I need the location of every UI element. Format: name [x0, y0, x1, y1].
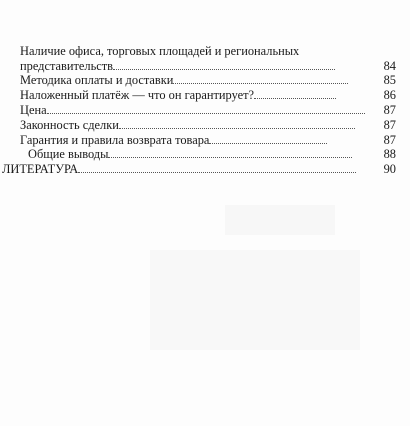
toc-entry-title: ЛИТЕРАТУРА [2, 162, 356, 176]
toc-entry-title: Наличие офиса, торговых площадей и региональных [20, 44, 300, 58]
toc-entry-title: Общие выводы [28, 147, 352, 161]
toc-page-number: 87 [383, 118, 396, 132]
toc-entry-title: представительств [20, 59, 335, 73]
toc-page-number: 90 [383, 162, 396, 176]
toc-entry-title: Наложенный платёж — что он гарантирует? [20, 88, 336, 102]
leader-dots [254, 89, 336, 99]
toc-entry-title: Законность сделки [20, 118, 355, 132]
leader-dots [209, 134, 327, 144]
toc-entry-title: Методика оплаты и доставки [20, 73, 348, 87]
toc-page-number: 86 [383, 88, 396, 102]
toc-page-number: 85 [383, 73, 396, 87]
leader-dots [78, 163, 356, 173]
toc-entry-title: Цена [20, 103, 365, 117]
leader-dots [173, 74, 348, 84]
toc-page-number: 84 [383, 59, 396, 73]
toc-page-number: 87 [383, 103, 396, 117]
show-through-block [225, 205, 335, 235]
toc-page-number: 87 [383, 133, 396, 147]
toc-entry-title: Гарантия и правила возврата товара [20, 133, 327, 147]
toc-page-number: 88 [383, 147, 396, 161]
leader-dots [108, 148, 352, 158]
leader-dots [47, 104, 365, 114]
leader-dots [113, 60, 335, 70]
leader-dots [119, 119, 355, 129]
show-through-block [150, 250, 360, 350]
